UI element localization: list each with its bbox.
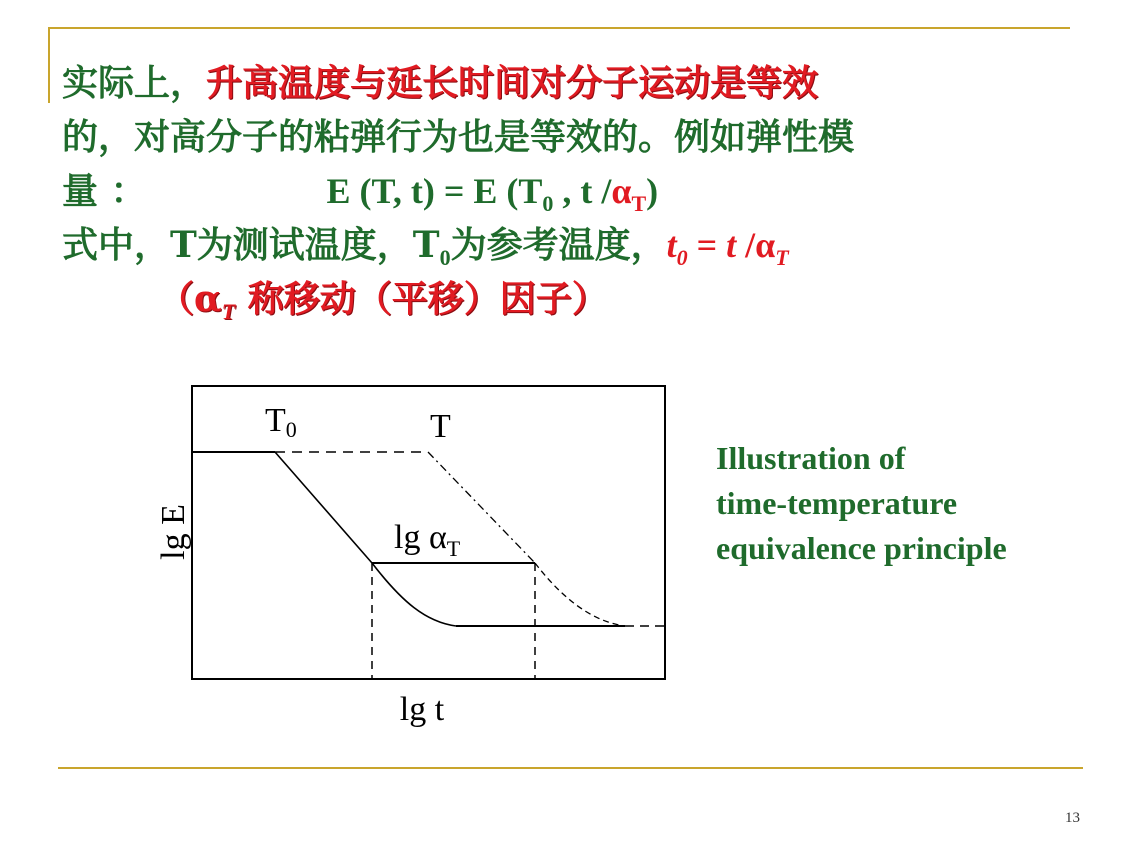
line1-highlight: 升高温度与延长时间对分子运动是等效 [206,62,819,104]
line5-rest: 称移动（平移）因子） [235,278,608,320]
x-axis-label: lg t [399,691,445,728]
caption-line-1: Illustration of [716,440,906,476]
text-line-5 [62,272,1072,326]
text-line-2: 的，对高分子的粘弹行为也是等效的。例如弹性模 [62,116,855,158]
equation-mid: , t / [553,171,612,211]
equation-sub-0: 0 [542,191,554,216]
text-line-4 [62,218,1072,272]
label-t0: T0 [265,402,297,442]
equation-end: ) [646,171,659,211]
caption-line-2: time-temperature [716,485,958,521]
equation-sub-t: T [631,191,647,216]
label-shift-factor: $\lg \alpha_T$ [394,519,461,561]
equation-main: E (T, t) = E (T [326,171,543,211]
line5-open: （α [158,278,222,320]
shift-eq-alpha: /α [736,225,776,265]
shift-equation [666,225,789,270]
line5-sub-t: T [221,299,236,324]
line4-sub-0: 0 [439,245,451,270]
top-rule [48,27,1070,29]
shift-eq-t0: t [666,225,677,265]
caption-line-3: equivalence principle [716,530,1007,566]
page-number: 13 [1065,810,1080,826]
line4-text2: 为参考温度， [450,224,667,266]
line1-prefix: 实际上， [62,62,207,104]
text-line-1 [62,56,1072,110]
diagram-caption [716,436,1136,571]
text-line-3 [62,164,1072,218]
shift-eq-sub-t: T [775,245,789,270]
bottom-rule [58,767,1083,769]
label-t: T [430,408,451,445]
line4-text1: 式中，T为测试温度，T [62,224,440,266]
shift-eq-equals: = [687,225,727,265]
equation-alpha: α [611,171,632,211]
line3-label: 量 ： [62,170,147,212]
time-temperature-diagram [140,370,700,740]
left-rule [48,27,50,103]
slide-body-text [62,56,1072,326]
modulus-equation [326,171,659,216]
shift-eq-t: t [726,225,737,265]
shift-eq-t0-sub: 0 [676,245,688,270]
y-axis-label: lg E [155,504,192,560]
curve-t [275,452,665,626]
shift-factor-note [158,278,608,324]
